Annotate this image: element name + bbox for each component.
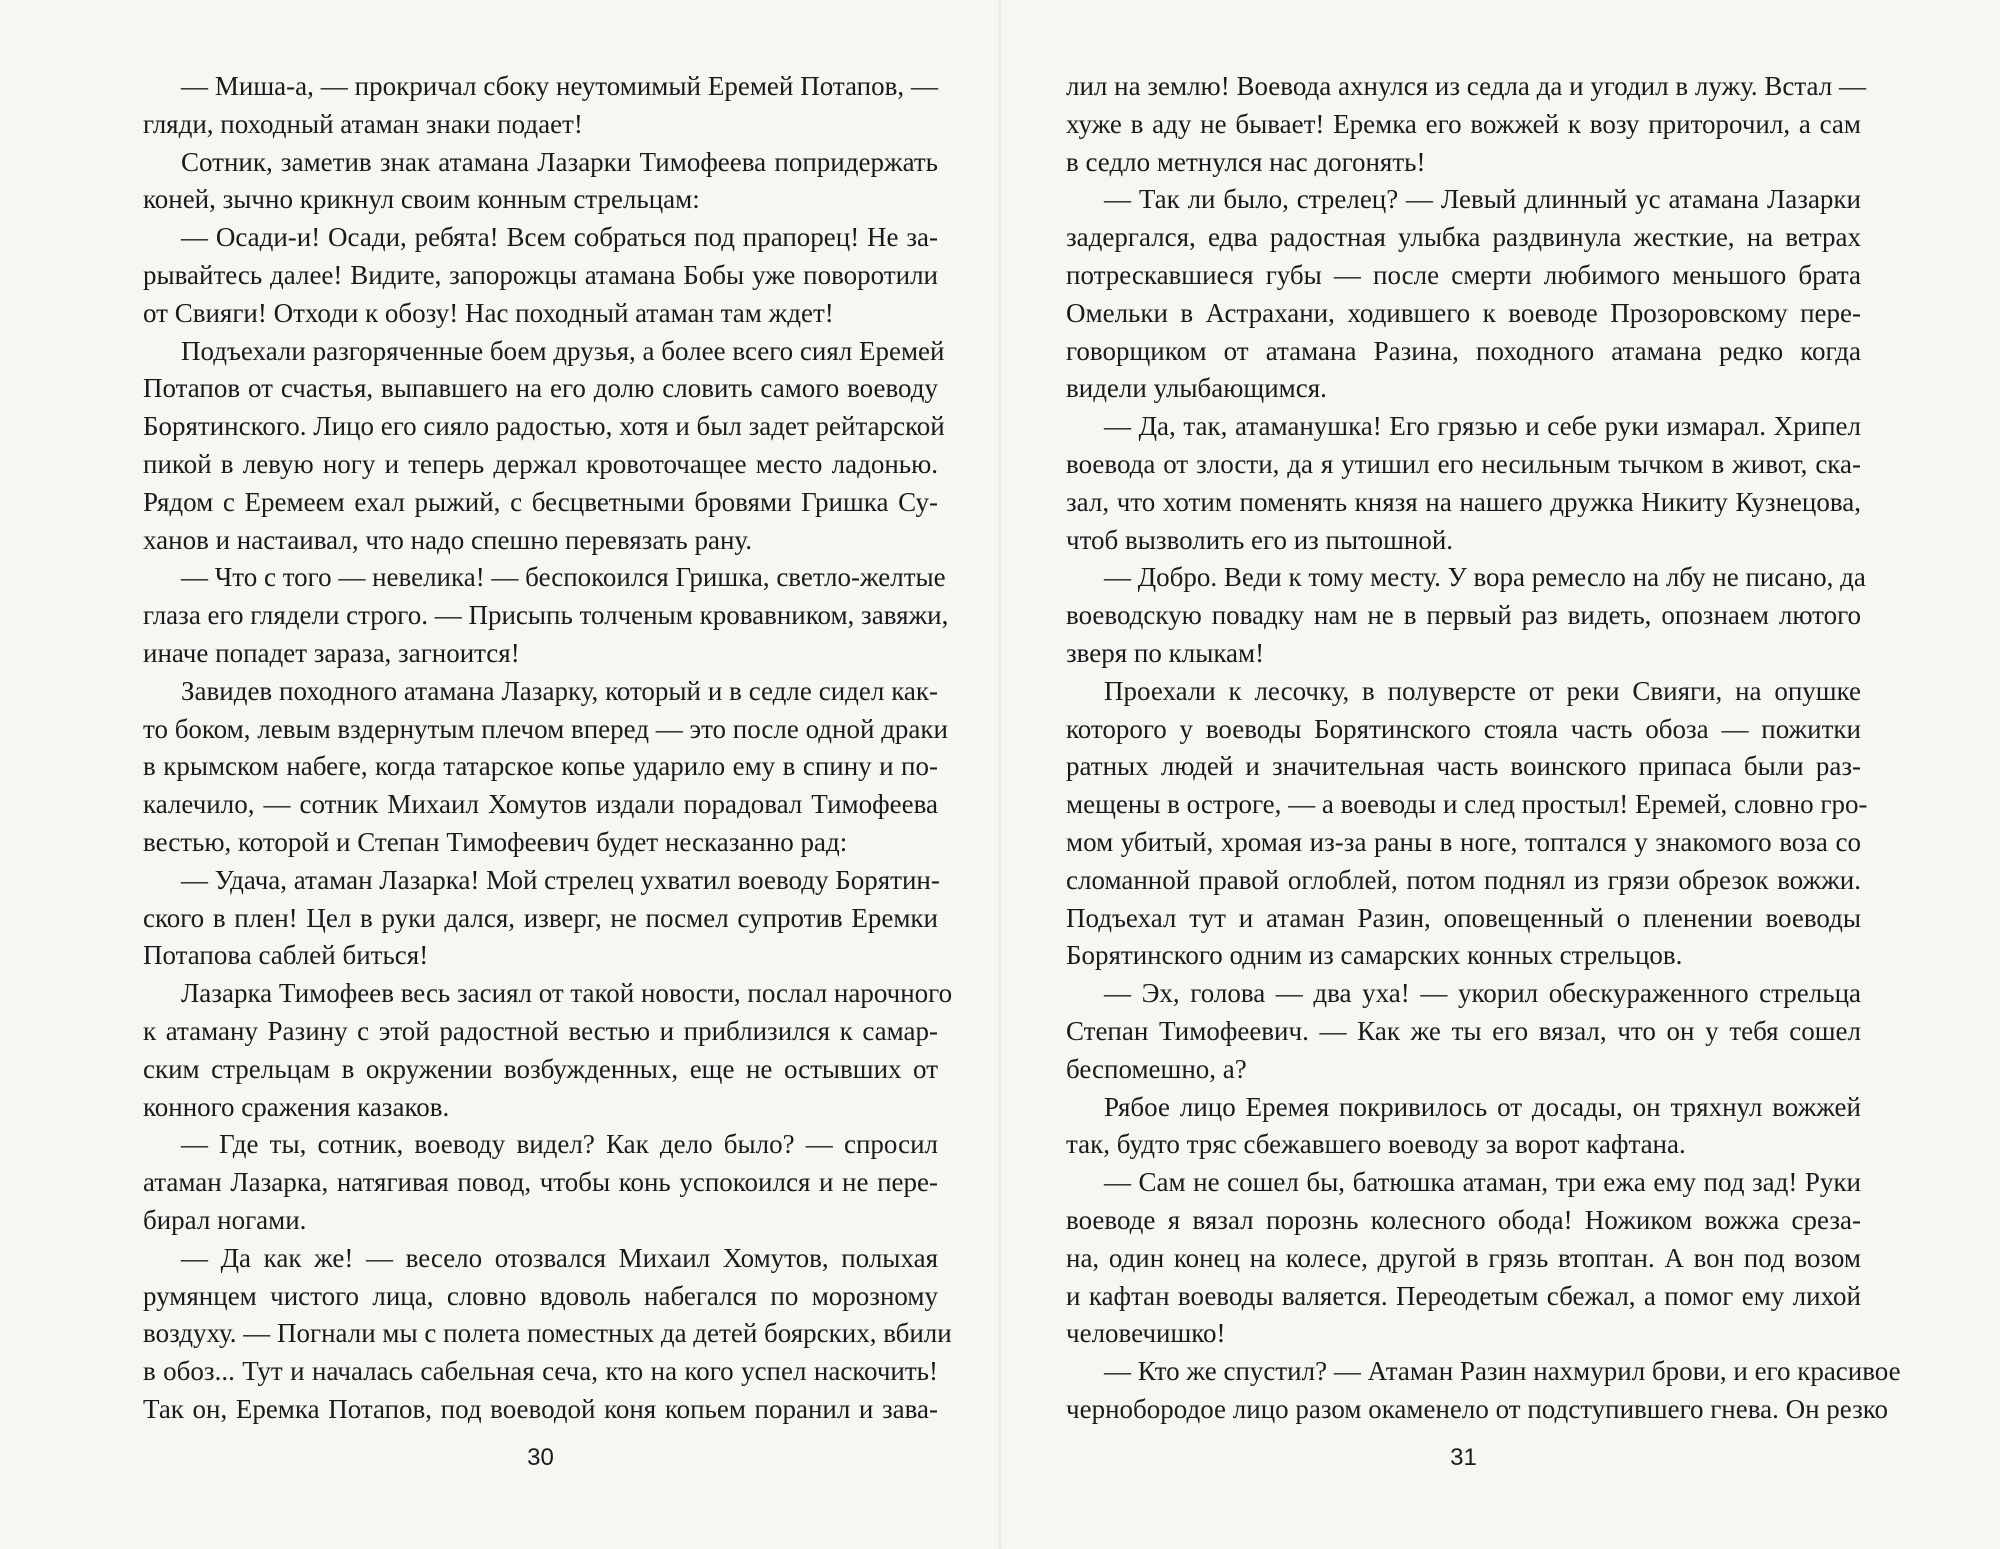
text-line: — Да как же! — весело отозвался Михаил Хомутов, полыхая [181,1242,938,1273]
text-line: атаман Лазарка, натягивая повод, чтобы конь успокоился и не пере- [143,1167,938,1198]
text-line: — Так ли было, стрелец? — Левый длинный ус атамана Лазарки [1104,184,1861,215]
text-line: Потапов от счастья, выпавшего на его долю словить самого воеводу [143,373,938,404]
text-line: Так он, Еремка Потапов, под воеводой коня копьем поранил и зава- [143,1393,938,1424]
text-line: чернобородое лицо разом окаменело от подступившего гнева. Он резко [1066,1393,1889,1424]
text-line: ханов и настаивал, что надо спешно перевязать рану. [143,524,752,555]
text-line: бирал ногами. [143,1204,307,1235]
text-line: мом убитый, хромая из-за раны в ноге, топтался у знакомого воза со [1066,826,1861,857]
text-line: Завидев походного атамана Лазарку, который и в седле сидел как- [181,675,938,706]
text-line: зверя по клыкам! [1066,637,1265,668]
text-line: Лазарка Тимофеев весь засиял от такой новости, послал нарочного [181,978,953,1009]
text-line: Рябое лицо Еремея покривилось от досады, он тряхнул вожжей [1104,1091,1861,1122]
text-line: — Добро. Веди к тому месту. У вора ремесло на лбу не писано, да [1104,562,1866,593]
text-line: хуже в аду не бывает! Еремка его вожжей к возу приторочил, а сам [1066,108,1861,139]
text-line: в обоз... Тут и началась сабельная сеча, кто на кого успел наскочить! [143,1356,938,1387]
text-line: чтоб вызволить его из пытошной. [1066,524,1454,555]
text-line: так, будто тряс сбежавшего воеводу за ворот кафтана. [1066,1129,1686,1160]
text-line: Борятинского. Лицо его сияло радостью, хотя и был задет рейтарской [143,411,945,442]
text-line: воеводскую повадку нам не в первый раз видеть, опознаем лютого [1066,600,1861,631]
text-line: Рядом с Еремеем ехал рыжий, с бесцветными бровями Гришка Су- [143,486,938,517]
text-line: воевода от злости, да я утишил его несильным тычком в живот, ска- [1066,448,1861,479]
text-line: сломанной правой оглоблей, потом поднял из грязи обрезок вожжи. [1066,864,1861,895]
text-line: — Да, так, атаманушка! Его грязью и себе руки измарал. Хрипел [1104,411,1861,442]
text-line: конного сражения казаков. [143,1091,450,1122]
text-line: — Осади-и! Осади, ребята! Всем собраться под прапорец! Не за- [181,222,938,253]
text-line: ским стрельцам в окружении возбужденных, еще не остывших от [143,1053,938,1084]
text-line: Сотник, заметив знак атамана Лазарки Тимофеева попридержать [181,146,938,177]
left-page-number: 30 [527,1444,554,1471]
right-page-number: 31 [1450,1444,1477,1471]
text-line: воздуху. — Погнали мы с полета поместных да детей боярских, вбили [143,1318,952,1349]
text-line: — Миша-а, — прокричал сбоку неутомимый Еремей Потапов, — [181,71,938,101]
text-line: румянцем чистого лица, словно вдоволь набегался по морозному [143,1280,938,1311]
text-line: иначе попадет зараза, загноится! [143,637,520,668]
text-line: мещены в остроге, — а воеводы и след простыл! Еремей, словно гро- [1066,789,1868,820]
text-line: ского в плен! Цел в руки дался, изверг, не посмел супротив Еремки [143,902,938,933]
text-line: — Кто же спустил? — Атаман Разин нахмурил брови, и его красивое [1104,1356,1901,1387]
text-line: в седло метнулся нас догонять! [1066,146,1426,177]
text-line: на, один конец на колесе, другой в грязь втоптан. А вон под возом [1066,1242,1861,1273]
right-page [1066,68,1901,1429]
text-line: глаза его глядели строго. — Присыпь толченым кровавником, завяжи, [143,600,949,631]
text-line: Подъехали разгоряченные боем друзья, а более всего сиял Еремей [181,335,945,366]
text-line: то боком, левым вздернутым плечом вперед — это после одной драки [143,713,948,744]
left-page [143,68,953,1429]
text-line: — Удача, атаман Лазарка! Мой стрелец ухватил воеводу Борятин- [181,864,940,895]
text-line: в крымском набеге, когда татарское копье ударило ему в спину и по- [143,751,938,782]
text-line: и кафтан воеводы валяется. Переодетым сбежал, а помог ему лихой [1066,1280,1861,1311]
text-line: гляди, походный атаман знаки подает! [143,108,583,139]
text-line: пикой в левую ногу и теперь держал кровоточащее место ладонью. [143,448,938,479]
text-line: говорщиком от атамана Разина, походного атамана редко когда [1066,335,1861,366]
text-line: вестью, которой и Степан Тимофеевич будет несказанно рад: [143,826,848,857]
text-line: Подъехал тут и атаман Разин, оповещенный о пленении воеводы [1066,902,1861,933]
text-line: ратных людей и значительная часть воинского припаса были раз- [1066,751,1861,782]
text-line: от Свияги! Отходи к обозу! Нас походный атаман там ждет! [143,297,834,328]
text-line: зал, что хотим поменять князя на нашего дружка Никиту Кузнецова, [1066,486,1861,517]
text-line: калечило, — сотник Михаил Хомутов издали порадовал Тимофеева [143,789,938,820]
text-line: рывайтесь далее! Видите, запорожцы атамана Бобы уже поворотили [143,259,938,290]
text-line: — Что с того — невелика! — беспокоился Гришка, светло-желтые [181,562,946,593]
text-line: задергался, едва радостная улыбка раздвинула жесткие, на ветрах [1066,222,1861,253]
text-line: которого у воеводы Борятинского стояла часть обоза — пожитки [1066,713,1861,744]
text-line: Проехали к лесочку, в полуверсте от реки Свияги, на опушке [1104,675,1861,706]
text-line: потрескавшиеся губы — после смерти любимого меньшого брата [1066,259,1861,290]
text-line: Борятинского одним из самарских конных стрельцов. [1066,940,1683,971]
text-line: человечишко! [1066,1318,1226,1349]
page-fold [998,0,1002,1549]
text-line: Степан Тимофеевич. — Как же ты его вязал, что он у тебя сошел [1066,1015,1861,1046]
text-line: — Эх, голова — два уха! — укорил обескураженного стрельца [1104,978,1861,1009]
text-line: — Сам не сошел бы, батюшка атаман, три ежа ему под зад! Руки [1104,1167,1861,1198]
text-line: Омельки в Астрахани, ходившего к воеводе Прозоровскому пере- [1066,297,1861,328]
text-line: к атаману Разину с этой радостной вестью и приблизился к самар- [143,1015,938,1046]
text-line: — Где ты, сотник, воеводу видел? Как дело было? — спросил [181,1129,938,1160]
text-line: коней, зычно крикнул своим конным стрельцам: [143,184,700,215]
text-line: лил на землю! Воевода ахнулся из седла да и угодил в лужу. Встал — [1066,71,1866,101]
text-line: воеводе я вязал порознь колесного обода! Ножиком вожжа среза- [1066,1204,1861,1235]
text-line: видели улыбающимся. [1066,373,1327,404]
text-line: беспомешно, а? [1066,1053,1247,1084]
text-line: Потапова саблей биться! [143,940,429,971]
